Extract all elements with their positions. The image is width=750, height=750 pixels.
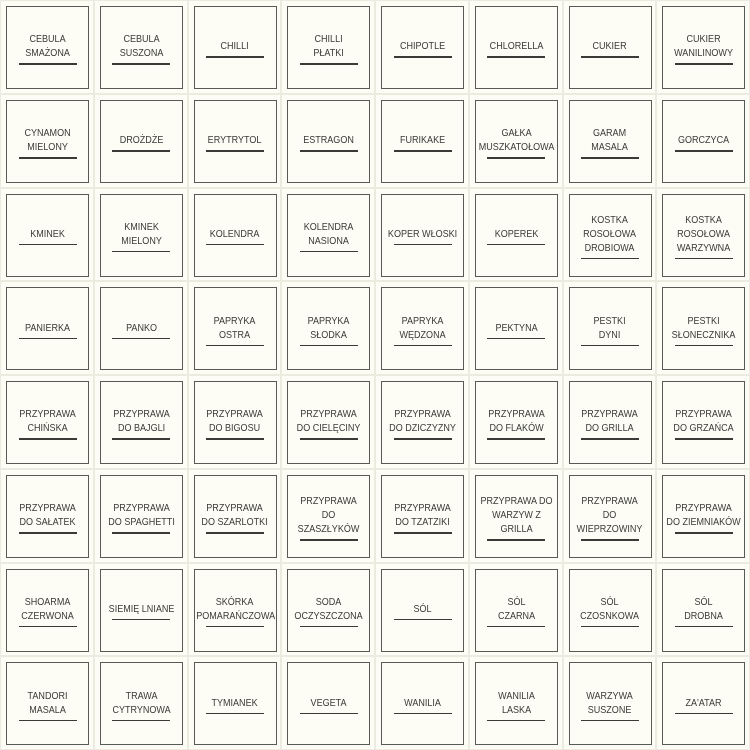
spice-tile[interactable] <box>475 381 558 464</box>
spice-tile[interactable] <box>287 6 370 89</box>
underline-divider <box>19 720 77 722</box>
spice-tile[interactable] <box>475 287 558 370</box>
spice-cell <box>469 469 563 563</box>
spice-cell <box>563 469 657 563</box>
spice-label: CEBULA SMAŻONA <box>25 33 70 60</box>
spice-cell <box>0 656 94 750</box>
underline-divider <box>487 626 545 628</box>
spice-label: CHIPOTLE <box>399 40 446 53</box>
spice-cell <box>281 656 375 750</box>
spice-label: CUKIER <box>592 40 628 53</box>
spice-label: VEGETA <box>310 696 347 709</box>
spice-cell <box>188 656 282 750</box>
spice-tile[interactable] <box>287 381 370 464</box>
spice-label: PRZYPRAWA DO SAŁATEK <box>19 502 76 528</box>
spice-cell <box>563 0 657 94</box>
spice-label: PRZYPRAWA DO DZICZYZNY <box>389 408 456 435</box>
spice-tile[interactable] <box>6 475 89 558</box>
underline-divider <box>675 258 733 260</box>
spice-cell <box>656 563 750 657</box>
spice-tile[interactable] <box>475 100 558 183</box>
spice-label: KOSTKA ROSOŁOWA DROBIOWA <box>583 213 637 254</box>
spice-cell <box>563 281 657 375</box>
spice-tile[interactable] <box>662 662 745 745</box>
spice-tile[interactable] <box>569 662 652 745</box>
spice-tile[interactable] <box>100 662 183 745</box>
underline-divider <box>206 345 264 347</box>
spice-tile[interactable] <box>6 6 89 89</box>
spice-tile[interactable] <box>100 475 183 558</box>
underline-divider <box>581 56 639 58</box>
underline-divider <box>394 438 452 440</box>
spice-cell <box>0 188 94 282</box>
spice-tile[interactable] <box>6 194 89 277</box>
spice-tile[interactable] <box>194 287 277 370</box>
underline-divider <box>300 345 358 347</box>
spice-tile[interactable] <box>381 287 464 370</box>
spice-label: TYMIANEK <box>211 696 259 709</box>
spice-label: PANKO <box>125 321 157 334</box>
underline-divider <box>394 532 452 534</box>
spice-cell <box>281 469 375 563</box>
underline-divider <box>112 338 170 340</box>
underline-divider <box>394 244 452 246</box>
spice-tile[interactable] <box>100 381 183 464</box>
underline-divider <box>487 539 545 541</box>
spice-tile[interactable] <box>381 475 464 558</box>
spice-cell <box>94 281 188 375</box>
spice-label: KMINEK MIELONY <box>120 220 162 247</box>
underline-divider <box>581 720 639 722</box>
underline-divider <box>581 157 639 159</box>
underline-divider <box>206 244 264 246</box>
spice-tile[interactable] <box>569 381 652 464</box>
spice-label: PRZYPRAWA DO CIELĘCINY <box>296 408 361 435</box>
spice-label: DROŻDŻE <box>119 134 164 146</box>
underline-divider <box>112 150 170 152</box>
spice-cell <box>563 656 657 750</box>
spice-cell <box>281 563 375 657</box>
underline-divider <box>581 345 639 347</box>
spice-label: GORCZYCA <box>678 134 730 146</box>
underline-divider <box>300 713 358 715</box>
underline-divider <box>394 345 452 347</box>
spice-cell <box>563 375 657 469</box>
spice-cell <box>94 563 188 657</box>
underline-divider <box>487 438 545 440</box>
spice-label: PRZYPRAWA DO SZASZŁYKÓW <box>297 495 360 535</box>
spice-cell <box>94 188 188 282</box>
spice-tile[interactable] <box>475 569 558 652</box>
spice-tile[interactable] <box>194 569 277 652</box>
spice-label: SÓL <box>413 602 432 615</box>
spice-cell <box>375 375 469 469</box>
spice-tile[interactable] <box>381 569 464 652</box>
underline-divider <box>487 338 545 340</box>
spice-cell <box>375 0 469 94</box>
spice-cell <box>188 0 282 94</box>
spice-tile[interactable] <box>287 475 370 558</box>
spice-label: PESTKI SŁONECZNIKA <box>671 314 736 341</box>
spice-label: PRZYPRAWA DO WIEPRZOWINY <box>577 495 643 535</box>
spice-label: PEKTYNA <box>495 321 538 334</box>
spice-cell <box>375 94 469 188</box>
spice-tile[interactable] <box>569 100 652 183</box>
spice-label: CHLORELLA <box>489 40 544 53</box>
spice-cell <box>563 188 657 282</box>
underline-divider <box>112 63 170 65</box>
spice-label: PRZYPRAWA CHIŃSKA <box>19 408 76 435</box>
spice-cell <box>469 656 563 750</box>
spice-cell <box>188 188 282 282</box>
spice-cell <box>94 0 188 94</box>
spice-tile[interactable] <box>475 662 558 745</box>
spice-tile[interactable] <box>6 662 89 745</box>
spice-tile[interactable] <box>100 100 183 183</box>
underline-divider <box>112 532 170 534</box>
underline-divider <box>19 626 77 628</box>
spice-cell <box>188 375 282 469</box>
spice-tile[interactable] <box>381 381 464 464</box>
spice-tile[interactable] <box>287 569 370 652</box>
underline-divider <box>206 56 264 58</box>
underline-divider <box>581 258 639 260</box>
spice-label: SÓL DROBNA <box>684 595 724 622</box>
spice-label: PRZYPRAWA DO ZIEMNIAKÓW <box>666 502 741 528</box>
spice-tile[interactable] <box>662 6 745 89</box>
spice-cell <box>94 94 188 188</box>
spice-label: GARAM MASALA <box>591 127 629 153</box>
spice-cell <box>469 188 563 282</box>
underline-divider <box>487 56 545 58</box>
spice-cell <box>281 0 375 94</box>
spice-tile[interactable] <box>194 194 277 277</box>
spice-cell <box>188 281 282 375</box>
spice-label: PRZYPRAWA DO GRILLA <box>581 408 639 435</box>
spice-label: ESTRAGON <box>303 134 355 146</box>
underline-divider <box>581 626 639 628</box>
spice-cell <box>656 656 750 750</box>
spice-cell <box>0 375 94 469</box>
underline-divider <box>675 438 733 440</box>
spice-label: WARZYWA SUSZONE <box>586 689 634 716</box>
underline-divider <box>300 63 358 65</box>
spice-tile[interactable] <box>194 475 277 558</box>
spice-label: KOSTKA ROSOŁOWA WARZYWNA <box>677 213 731 254</box>
spice-tile[interactable] <box>475 194 558 277</box>
spice-cell <box>188 563 282 657</box>
spice-cell <box>469 94 563 188</box>
spice-label: KOPER WŁOSKI <box>387 227 458 240</box>
underline-divider <box>675 63 733 65</box>
spice-label: SÓL CZOSNKOWA <box>580 595 640 622</box>
underline-divider <box>675 532 733 534</box>
spice-tile[interactable] <box>194 381 277 464</box>
spice-cell <box>469 563 563 657</box>
spice-label: PRZYPRAWA DO BIGOSU <box>206 408 264 435</box>
underline-divider <box>300 150 358 152</box>
spice-cell <box>656 188 750 282</box>
spice-cell <box>375 656 469 750</box>
underline-divider <box>675 345 733 347</box>
spice-label: CYNAMON MIELONY <box>24 127 71 153</box>
underline-divider <box>675 713 733 715</box>
spice-label: TRAWA CYTRYNOWA <box>112 689 171 716</box>
spice-cell <box>0 563 94 657</box>
spice-cell <box>469 281 563 375</box>
spice-tile[interactable] <box>381 6 464 89</box>
spice-label: ZA'ATAR <box>685 696 722 709</box>
spice-tile[interactable] <box>194 662 277 745</box>
spice-label: PANIERKA <box>24 321 70 334</box>
underline-divider <box>300 438 358 440</box>
underline-divider <box>581 438 639 440</box>
spice-label: GAŁKA MUSZKATOŁOWA <box>478 127 555 153</box>
spice-label: SIEMIĘ LNIANE <box>108 602 175 615</box>
spice-tile[interactable] <box>569 475 652 558</box>
spice-label: PRZYPRAWA DO BAJGLI <box>112 408 170 435</box>
spice-cell <box>656 375 750 469</box>
underline-divider <box>206 150 264 152</box>
spice-tile[interactable] <box>100 569 183 652</box>
spice-label: PAPRYKA SŁODKA <box>307 314 350 341</box>
underline-divider <box>19 244 77 246</box>
underline-divider <box>487 157 545 159</box>
spice-cell <box>563 563 657 657</box>
spice-label: KMINEK <box>30 227 65 240</box>
spice-cell <box>0 281 94 375</box>
spice-label: SHOARMA CZERWONA <box>21 595 74 622</box>
spice-cell <box>656 0 750 94</box>
underline-divider <box>487 720 545 722</box>
spice-cell <box>656 469 750 563</box>
underline-divider <box>394 713 452 715</box>
spice-tile[interactable] <box>381 100 464 183</box>
underline-divider <box>206 438 264 440</box>
spice-label: WANILIA <box>404 696 441 709</box>
spice-label: CHILLI <box>220 40 250 53</box>
spice-label: KOLENDRA <box>210 227 260 240</box>
underline-divider <box>300 251 358 253</box>
spice-tile[interactable] <box>662 569 745 652</box>
spice-cell <box>0 0 94 94</box>
spice-cell <box>375 563 469 657</box>
underline-divider <box>19 338 77 340</box>
spice-cell <box>94 375 188 469</box>
underline-divider <box>675 626 733 628</box>
spice-tile[interactable] <box>287 194 370 277</box>
spice-tile[interactable] <box>662 194 745 277</box>
spice-label: SODA OCZYSZCZONA <box>294 595 363 622</box>
spice-cell <box>94 469 188 563</box>
underline-divider <box>394 619 452 621</box>
spice-label: KOLENDRA NASIONA <box>303 220 354 247</box>
underline-divider <box>19 157 77 159</box>
underline-divider <box>206 532 264 534</box>
spice-cell <box>375 281 469 375</box>
spice-label: PAPRYKA OSTRA <box>214 314 256 341</box>
spice-cell <box>281 281 375 375</box>
spice-tile[interactable] <box>662 381 745 464</box>
spice-tile[interactable] <box>662 100 745 183</box>
spice-label: CEBULA SUSZONA <box>119 33 164 60</box>
underline-divider <box>300 626 358 628</box>
spice-tile[interactable] <box>569 569 652 652</box>
spice-tile[interactable] <box>569 6 652 89</box>
spice-cell <box>281 94 375 188</box>
spice-cell <box>188 94 282 188</box>
spice-cell <box>563 94 657 188</box>
underline-divider <box>206 713 264 715</box>
spice-label: ERYTRYTOL <box>208 134 262 146</box>
spice-tile[interactable] <box>662 287 745 370</box>
spice-label: KOPEREK <box>494 227 539 240</box>
underline-divider <box>487 244 545 246</box>
underline-divider <box>394 56 452 58</box>
spice-tile[interactable] <box>287 662 370 745</box>
spice-tile[interactable] <box>475 475 558 558</box>
spice-cell <box>94 656 188 750</box>
spice-tile[interactable] <box>287 100 370 183</box>
spice-label: PAPRYKA WĘDZONA <box>399 314 446 341</box>
spice-tile[interactable] <box>287 287 370 370</box>
underline-divider <box>19 63 77 65</box>
underline-divider <box>300 539 358 541</box>
spice-label: PRZYPRAWA DO WARZYW Z GRILLA <box>480 495 553 535</box>
underline-divider <box>19 532 77 534</box>
spice-tile[interactable] <box>569 287 652 370</box>
spice-label: SÓL CZARNA <box>497 595 535 622</box>
spice-tile[interactable] <box>381 662 464 745</box>
spice-tile[interactable] <box>100 6 183 89</box>
underline-divider <box>394 150 452 152</box>
spice-cell <box>281 188 375 282</box>
spice-cell <box>0 469 94 563</box>
spice-label: PRZYPRAWA DO SZARLOTKI <box>201 502 269 528</box>
spice-label: PRZYPRAWA DO SPAGHETTI <box>107 502 175 528</box>
underline-divider <box>112 251 170 253</box>
spice-tile[interactable] <box>100 287 183 370</box>
spice-tile[interactable] <box>194 6 277 89</box>
spice-tile[interactable] <box>662 475 745 558</box>
spice-label: CHILLI PŁATKI <box>313 33 344 60</box>
spice-cell <box>0 94 94 188</box>
spice-tile[interactable] <box>100 194 183 277</box>
spice-label: PRZYPRAWA DO FLAKÓW <box>487 408 545 435</box>
spice-tile[interactable] <box>194 100 277 183</box>
spice-label: FURIKAKE <box>399 134 446 146</box>
spice-cell <box>469 375 563 469</box>
spice-tile[interactable] <box>6 287 89 370</box>
underline-divider <box>112 438 170 440</box>
spice-cell <box>656 281 750 375</box>
underline-divider <box>112 619 170 621</box>
spice-label: CUKIER WANILINOWY <box>674 33 734 60</box>
spice-label: WANILIA LASKA <box>497 689 535 716</box>
spice-cell <box>188 469 282 563</box>
spice-tile[interactable] <box>475 6 558 89</box>
spice-cell <box>656 94 750 188</box>
underline-divider <box>19 438 77 440</box>
spice-tile[interactable] <box>6 569 89 652</box>
spice-label: PRZYPRAWA DO GRZAŃCA <box>673 408 734 435</box>
spice-tile[interactable] <box>6 100 89 183</box>
spice-tile[interactable] <box>6 381 89 464</box>
spice-label: SKÓRKA POMARAŃCZOWA <box>196 595 276 622</box>
spice-label: PESTKI DYNI <box>593 314 627 341</box>
spice-cell <box>375 188 469 282</box>
spice-cell <box>469 0 563 94</box>
underline-divider <box>581 539 639 541</box>
underline-divider <box>112 720 170 722</box>
spice-cell <box>281 375 375 469</box>
spice-tile[interactable] <box>381 194 464 277</box>
underline-divider <box>206 626 264 628</box>
spice-tile[interactable] <box>569 194 652 277</box>
spice-label: TANDORI MASALA <box>27 689 68 716</box>
spice-label: PRZYPRAWA DO TZATZIKI <box>394 502 451 528</box>
underline-divider <box>675 150 733 152</box>
spice-cell <box>375 469 469 563</box>
